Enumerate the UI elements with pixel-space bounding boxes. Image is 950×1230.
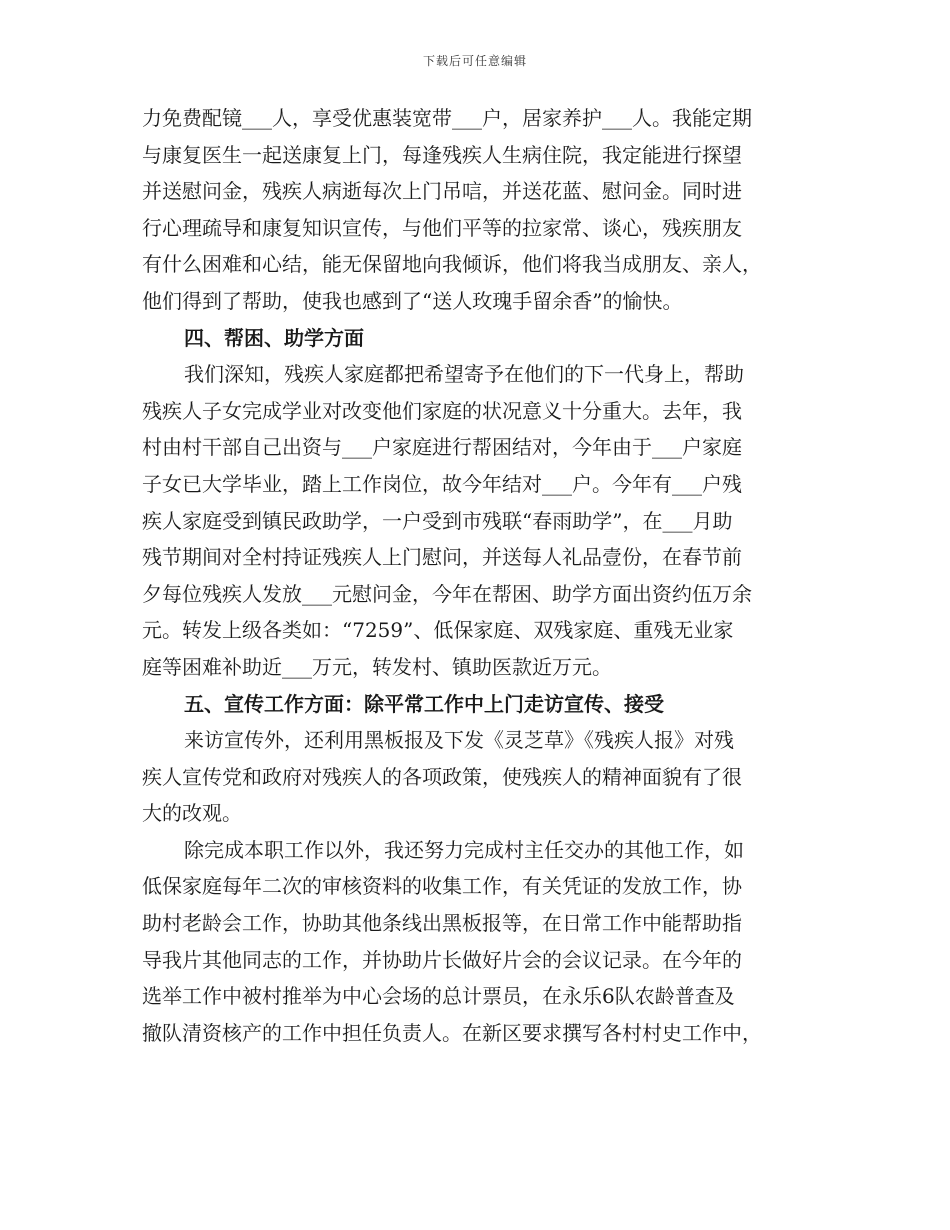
text-line: 低保家庭每年二次的审核资料的收集工作，有关凭证的发放工作，协 — [142, 874, 742, 899]
text-line: 力免费配镜___人，享受优惠装宽带___户，居家养护___人。我能定期 — [142, 106, 752, 130]
text-line: 导我片其他同志的工作，并协助片长做好片会的会议记录。在今年的 — [142, 947, 742, 972]
text-line: 我们深知，残疾人家庭都把希望寄予在他们的下一代身上，帮助 — [184, 362, 744, 387]
text-line: 疾人宣传党和政府对残疾人的各项政策，使残疾人的精神面貌有了很 — [142, 764, 742, 789]
text-line: 助村老龄会工作，协助其他条线出黑板报等，在日常工作中能帮助指 — [142, 911, 742, 936]
text-line: 子女已大学毕业，踏上工作岗位，故今年结对___户。今年有___户残 — [142, 471, 742, 496]
document-body — [142, 100, 822, 1051]
section-heading: 五、宣传工作方面：除平常工作中上门走访宣传、接受 — [184, 691, 664, 716]
text-line: 夕每位残疾人发放___元慰问金，今年在帮困、助学方面出资约伍万余 — [142, 581, 752, 606]
section-heading: 四、帮困、助学方面 — [184, 325, 364, 350]
text-line: 与康复医生一起送康复上门，每逢残疾人生病住院，我定能进行探望 — [142, 142, 742, 167]
page-header: 下载后可任意编辑 — [422, 54, 527, 68]
text-line: 撤队清资核产的工作中担任负责人。在新区要求撰写各村村史工作中， — [142, 1020, 762, 1045]
text-line: 有什么困难和心结，能无保留地向我倾诉，他们将我当成朋友、亲人， — [142, 252, 762, 277]
text-line: 他们得到了帮助，使我也感到了“送人玫瑰手留余香”的愉快。 — [142, 288, 683, 313]
text-line: 来访宣传外，还利用黑板报及下发《灵芝草》《残疾人报》对残 — [184, 728, 734, 753]
text-line: 除完成本职工作以外，我还努力完成村主任交办的其他工作，如 — [184, 837, 744, 862]
text-line: 村由村干部自己出资与___户家庭进行帮困结对，今年由于___户家庭 — [142, 435, 742, 460]
text-line: 疾人家庭受到镇民政助学，一户受到市残联“春雨助学”，在___月助 — [142, 508, 733, 533]
text-line: 残节期间对全村持证残疾人上门慰问，并送每人礼品壹份，在春节前 — [142, 545, 742, 570]
text-line: 残疾人子女完成学业对改变他们家庭的状况意义十分重大。去年，我 — [142, 398, 742, 423]
text-line: 庭等困难补助近___万元，转发村、镇助医款近万元。 — [142, 654, 612, 679]
text-line: 选举工作中被村推举为中心会场的总计票员，在永乐6队农龄普查及 — [142, 984, 735, 1009]
text-line: 大的改观。 — [142, 801, 242, 826]
text-line: 行心理疏导和康复知识宣传，与他们平等的拉家常、谈心，残疾朋友 — [142, 215, 742, 240]
text-line: 并送慰问金，残疾人病逝每次上门吊唁，并送花蓝、慰问金。同时进 — [142, 179, 742, 204]
text-line: 元。转发上级各类如：“7259”、低保家庭、双残家庭、重残无业家 — [142, 618, 734, 643]
